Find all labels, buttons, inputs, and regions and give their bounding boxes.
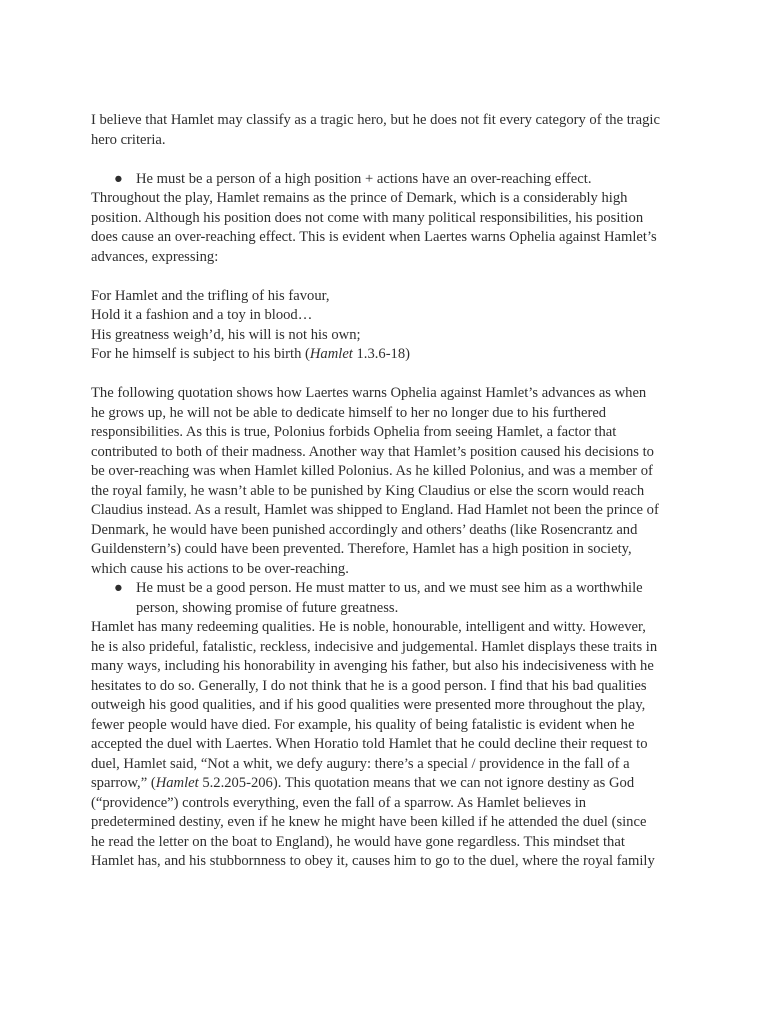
text-line: he read the letter on the boat to England), he would have gone regardless. This mindset that: [91, 833, 625, 850]
text-line: does cause an over-reaching effect. This is evident when Laertes warns Ophelia against Hamlet’s: [91, 229, 657, 245]
bullet-text: He must be a person of a high position + actions have an over-reaching effect.: [136, 170, 592, 187]
text-line: be over-reaching was when Hamlet killed Polonius. As he killed Polonius, and was a member of: [91, 463, 653, 479]
text-line: I believe that Hamlet may classify as a tragic hero, but he does not fit every category of the tragic: [91, 112, 660, 128]
play-title: Hamlet: [309, 346, 353, 362]
text-line: accepted the duel with Laertes. When Horatio told Hamlet that he could decline their request to: [91, 736, 648, 752]
text-line: position. Although his position does not come with many political responsibilities, his position: [91, 209, 644, 226]
paragraph-analysis: [91, 384, 698, 579]
intro-paragraph: [91, 111, 698, 150]
bullet-text: He must be a good person. He must matter to us, and we must see him as a worthwhile: [136, 580, 643, 596]
text-line: Throughout the play, Hamlet remains as the prince of Demark, which is a considerably high: [91, 190, 628, 206]
bullet-icon: ●: [114, 580, 123, 596]
citation-line: sparrow,” (Hamlet 5.2.205-206). This quotation means that we can not ignore destiny as God: [91, 775, 635, 791]
text-line: which cause his actions to be over-reaching.: [91, 560, 349, 577]
quote-line: Hold it a fashion and a toy in blood…: [91, 307, 313, 323]
text-line: duel, Hamlet said, “Not a whit, we defy augury: there’s a special / providence in the fall of a: [91, 755, 630, 772]
paragraph-qualities: [91, 618, 698, 872]
bullet-icon: ●: [114, 170, 123, 187]
quote-citation-line: For he himself is subject to his birth (Hamlet 1.3.6-18): [91, 346, 411, 362]
bullet-item-high-position: [91, 170, 698, 190]
play-title: Hamlet: [155, 775, 199, 791]
text-line: hesitates to do so. Generally, I do not think that he is a good person. I find that his bad qualities: [91, 677, 647, 694]
text-line: Denmark, he would have been punished accordingly and others’ deaths (like Rosencrantz and: [91, 521, 638, 538]
text-line: predetermined destiny, even if he knew he might have been killed if he attended the duel (since: [91, 814, 647, 830]
text-line: he is also prideful, fatalistic, reckless, indecisive and judgemental. Hamlet displays these traits in: [91, 638, 658, 655]
text-line: hero criteria.: [91, 131, 166, 148]
text-line: many ways, including his honorability in avenging his father, but also his indecisiveness with he: [91, 658, 654, 674]
text-line: responsibilities. As this is true, Polonius forbids Ophelia from seeing Hamlet, a factor that: [91, 424, 617, 440]
bullet-text: person, showing promise of future greatness.: [136, 599, 399, 616]
block-quote: [91, 287, 698, 365]
bullet-item-good-person: [91, 579, 698, 618]
text-line: advances, expressing:: [91, 248, 219, 265]
quote-line: For Hamlet and the trifling of his favour,: [91, 287, 330, 304]
text-line: Hamlet has, and his stubbornness to obey it, causes him to go to the duel, where the royal family: [91, 853, 655, 869]
text-line: outweigh his good qualities, and if his good qualities were presented more throughout the play,: [91, 697, 646, 713]
text-line: fewer people would have died. For example, his quality of being fatalistic is evident when he: [91, 716, 635, 733]
text-line: contributed to both of their madness. Another way that Hamlet’s position caused his decisions to: [91, 443, 654, 460]
text-line: The following quotation shows how Laertes warns Ophelia against Hamlet’s advances as when: [91, 385, 647, 401]
text-line: Claudius instead. As a result, Hamlet was shipped to England. Had Hamlet not been the prince of: [91, 502, 659, 518]
text-line: he grows up, he will not be able to dedicate himself to her no longer due to his furthered: [91, 404, 607, 421]
quote-line: His greatness weigh’d, his will is not his own;: [91, 326, 361, 343]
paragraph-position: [91, 189, 698, 267]
text-line: the royal family, he wasn’t able to be punished by King Claudius or else the scorn would reach: [91, 482, 645, 499]
text-line: Hamlet has many redeeming qualities. He is noble, honourable, intelligent and witty. However,: [91, 619, 646, 635]
text-line: (“providence”) controls everything, even the fall of a sparrow. As Hamlet believes in: [91, 794, 587, 811]
text-line: Guildenstern’s) could have been prevented. Therefore, Hamlet has a high position in society,: [91, 541, 632, 557]
